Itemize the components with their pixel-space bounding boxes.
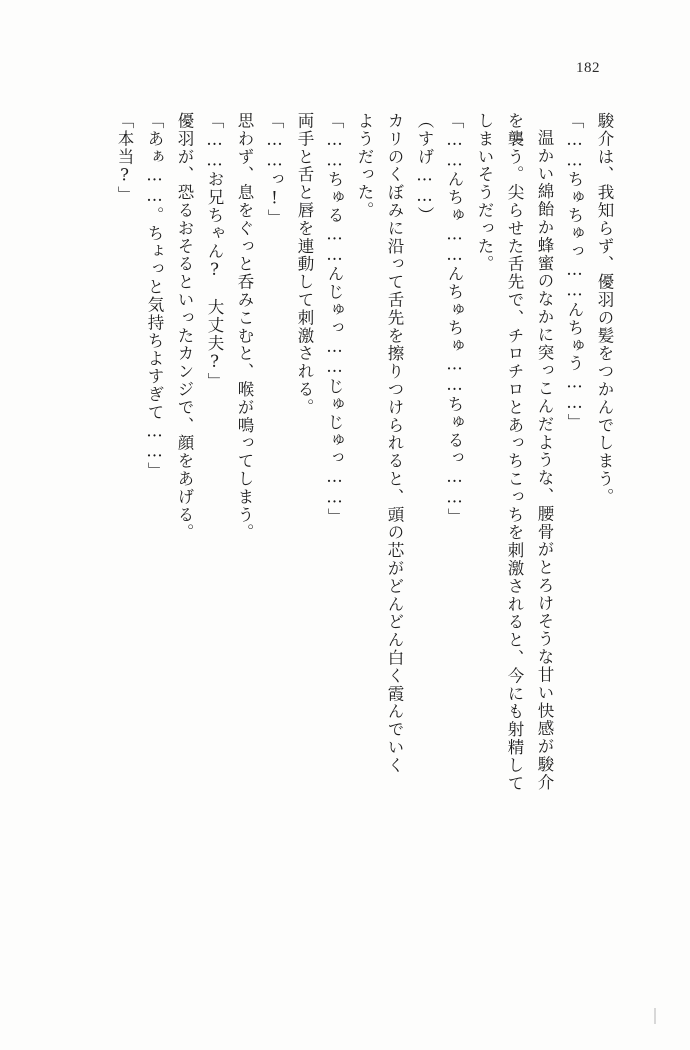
vertical-text-body xyxy=(62,112,612,980)
text-line: を襲う。尖らせた舌先で、チロチロとあっちこっちを刺激されると、今にも射精して xyxy=(505,112,524,793)
spine-mark xyxy=(654,1008,656,1024)
text-line: 駿介は、我知らず、優羽の髪をつかんでしまう。 xyxy=(595,112,614,506)
page-number: 182 xyxy=(576,60,600,76)
text-line: 思わず、息をぐっと呑みこむと、喉が鳴ってしまう。 xyxy=(235,112,254,542)
text-line: しまいそうだった。 xyxy=(475,112,494,274)
text-line: 「……お兄ちゃん? 大丈夫?」 xyxy=(205,112,224,391)
text-line: 「……っ!」 xyxy=(265,112,284,227)
text-line: カリのくぼみに沿って舌先を擦りつけられると、頭の芯がどんどん白く霞んでいく xyxy=(385,112,404,775)
text-line: 温かい綿飴か蜂蜜のなかに突っこんだような、腰骨がとろけそうな甘い快感が駿介 xyxy=(535,129,554,792)
text-line: 「……ちゅちゅっ……んちゅう……」 xyxy=(565,112,584,432)
text-line: 「……んちゅ……んちゅちゅ……ちゅるっ……」 xyxy=(445,112,464,526)
text-line: 「本当?」 xyxy=(115,112,134,204)
text-line: （すげ……） xyxy=(415,112,434,225)
text-line: 「あぁ……。ちょっと気持ちよすぎて……」 xyxy=(145,112,164,480)
text-line: 「……ちゅる……んじゅっ……じゅじゅっ……」 xyxy=(325,112,344,526)
text-line: ようだった。 xyxy=(355,112,374,220)
text-line: 両手と舌と唇を連動して刺激される。 xyxy=(295,112,314,417)
text-line: 優羽が、恐るおそるといったカンジで、顔をあげる。 xyxy=(175,112,194,542)
